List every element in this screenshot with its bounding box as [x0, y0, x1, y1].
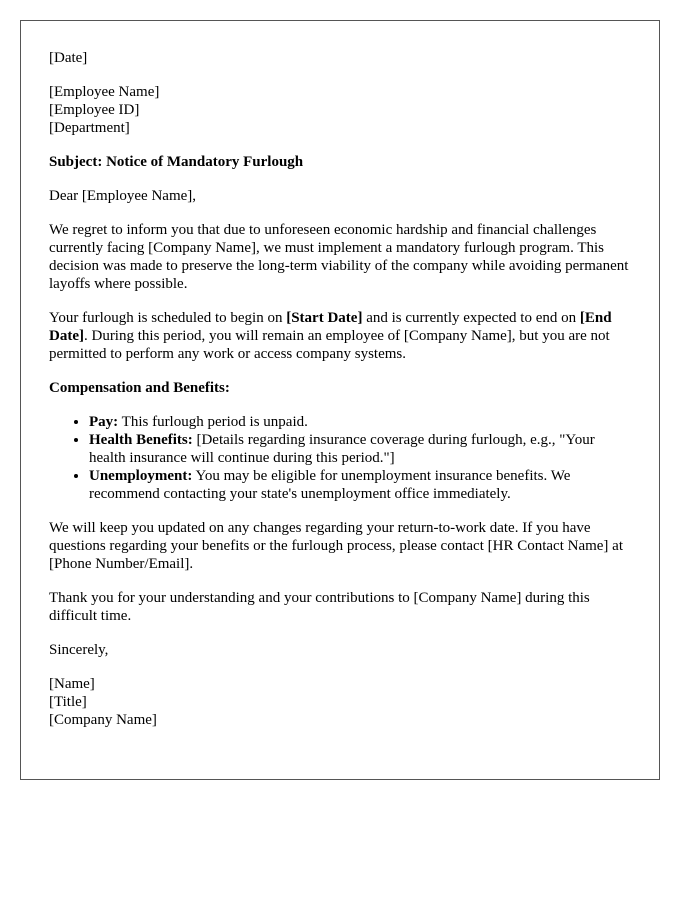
- recipient-block: [49, 83, 631, 137]
- benefit-item-health: [89, 431, 631, 467]
- start-date: [Start Date]: [286, 310, 363, 326]
- compensation-heading: Compensation and Benefits:: [49, 380, 230, 396]
- paragraph-updates: We will keep you updated on any changes regarding your return-to-work date. If you have questions regarding your benefits or the furlough process, please contact [HR Contact Name] at [Phone Number/Email].: [49, 520, 623, 572]
- signature-title: [Title]: [49, 694, 87, 710]
- paragraph-announcement: We regret to inform you that due to unforeseen economic hardship and financial challenges currently facing [Company Name], we must implement a mandatory furlough program. This decision was made to preserve the long-term viability of the company while avoiding permanent layoffs where possible.: [49, 222, 629, 292]
- benefit-label: Pay:: [89, 414, 119, 430]
- paragraph-thanks: Thank you for your understanding and your contributions to [Company Name] during this difficult time.: [49, 590, 590, 624]
- benefit-label: Unemployment:: [89, 468, 193, 484]
- recipient-department: [Department]: [49, 120, 130, 136]
- benefit-item-pay: [89, 413, 631, 431]
- benefits-list: [49, 413, 631, 503]
- recipient-id: [Employee ID]: [49, 102, 140, 118]
- end-date: [End Date]: [49, 310, 612, 344]
- benefit-item-unemployment: [89, 467, 631, 503]
- letter-container: [20, 20, 660, 780]
- recipient-name: [Employee Name]: [49, 84, 160, 100]
- signature-company: [Company Name]: [49, 712, 157, 728]
- schedule-text-2: and is currently expected to end on: [362, 310, 580, 326]
- signature-name: [Name]: [49, 676, 95, 692]
- benefit-text: This furlough period is unpaid.: [118, 414, 308, 430]
- benefit-label: Health Benefits:: [89, 432, 193, 448]
- paragraph-schedule: [49, 309, 631, 363]
- signature-block: [49, 675, 631, 729]
- letter-subject: Subject: Notice of Mandatory Furlough: [49, 154, 304, 170]
- letter-closing: Sincerely,: [49, 642, 109, 658]
- schedule-text-1: Your furlough is scheduled to begin on: [49, 310, 287, 326]
- letter-salutation: Dear [Employee Name],: [49, 188, 197, 204]
- schedule-text-3: . During this period, you will remain an employee of [Company Name], but you are not permitted to perform any work or access company systems.: [49, 328, 610, 362]
- letter-date: [Date]: [49, 50, 88, 66]
- benefit-text: You may be eligible for unemployment insurance benefits. We recommend contacting your state's unemployment office immediately.: [89, 468, 571, 502]
- benefit-text: [Details regarding insurance coverage during furlough, e.g., "Your health insurance will continue during this period."]: [89, 432, 595, 466]
